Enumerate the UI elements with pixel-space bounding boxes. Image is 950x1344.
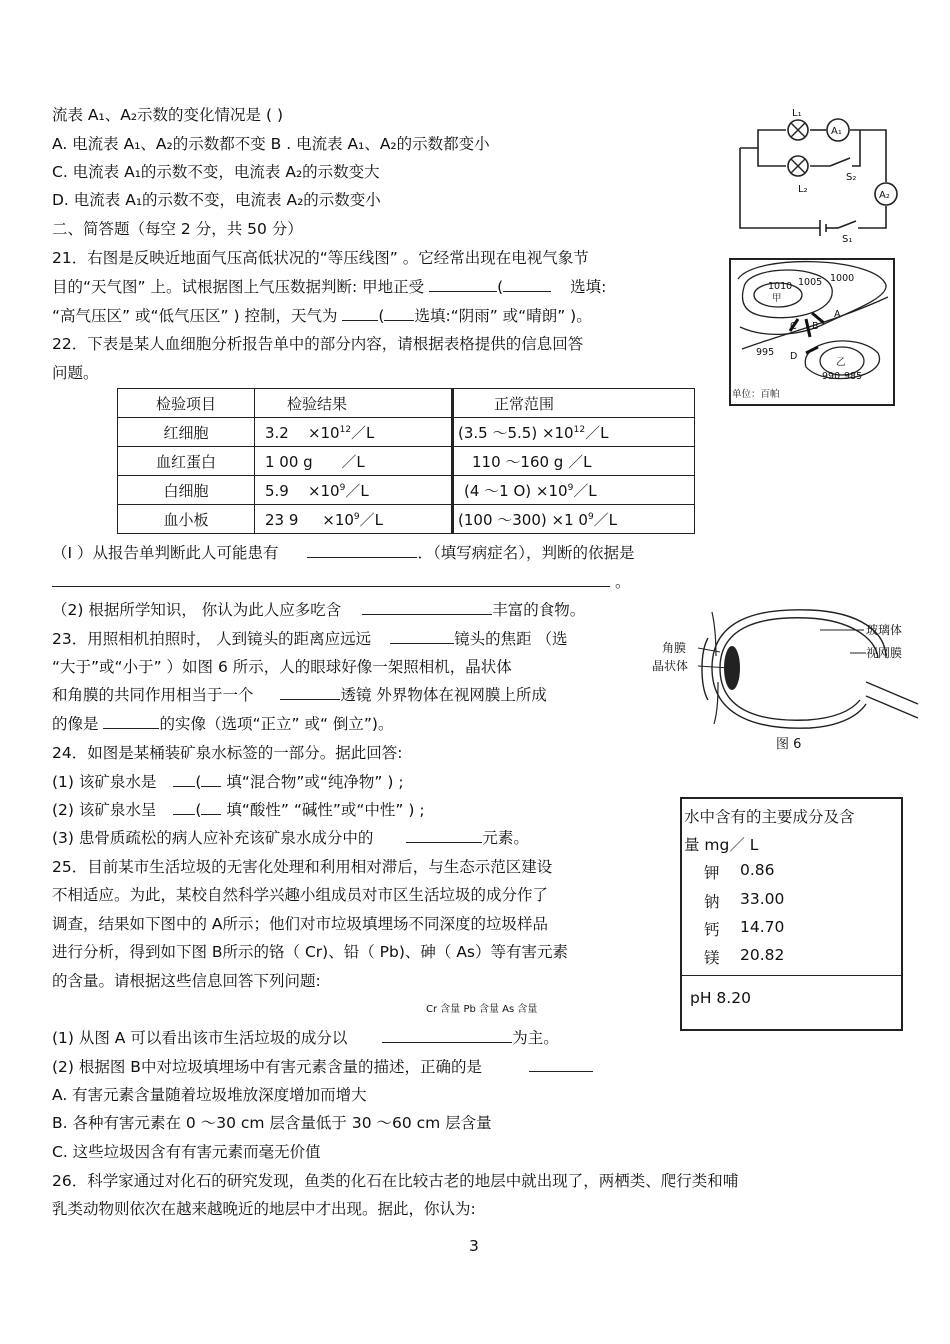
blood-report-table (117, 388, 695, 534)
label-yi: 乙 (836, 357, 846, 368)
result-x: ×10 (307, 423, 340, 442)
table-header: 正常范围 (453, 389, 695, 418)
label-vitreous: 玻璃体 (866, 623, 903, 637)
map-unit: 单位：百帕 (732, 389, 780, 400)
table-cell (453, 418, 695, 447)
q24-blank-3[interactable] (406, 828, 482, 843)
q21-blank-1[interactable] (429, 277, 497, 292)
q23-line4-text: 的像是 (52, 715, 99, 733)
range-num: 110 ～160 g ／L (472, 452, 592, 471)
lamp-l2 (788, 156, 808, 176)
label-995: 995 (756, 347, 775, 358)
result-num: 1 00 g (265, 452, 313, 471)
q22-blank-2[interactable] (52, 572, 610, 587)
result-num: 3.2 (265, 423, 289, 442)
q24-paren-2: ( (195, 801, 202, 819)
table-row (118, 418, 695, 447)
list-item (704, 890, 785, 912)
q23-line2: “大于”或“小于” ）如图 6 所示，人的眼球好像一架照相机，晶状体 (52, 658, 512, 676)
range-exp: 9 (567, 482, 574, 493)
q20-stem: 流表 A₁、A₂示数的变化情况是 ( ) (52, 106, 284, 124)
q26-line2: 乳类动物则依次在越来越晚近的地层中才出现。据此，你认为: (52, 1200, 476, 1218)
q24-sub2-text: (2) 该矿泉水呈 (52, 801, 157, 819)
lamp-l1 (788, 120, 808, 140)
list-item (704, 861, 775, 883)
q25-sub2 (52, 1057, 593, 1077)
q20-option-c: C. 电流表 A₁的示数不变，电流表 A₂的示数变大 (52, 163, 380, 181)
q25-option-c: C. 这些垃圾因含有有害元素而毫无价值 (52, 1143, 321, 1161)
q22-blank-1[interactable] (307, 543, 417, 558)
q24-blank-1b[interactable] (201, 772, 221, 787)
table-cell (453, 447, 695, 476)
q22-line1: 22．下表是某人血细胞分析报告单中的部分内容，请根据表格提供的信息回答 (52, 335, 584, 353)
list-item (704, 918, 785, 940)
label-header-line1: 水中含有的主要成分及含 (684, 808, 855, 826)
q25-line3: 调查，结果如下图中的 A所示；他们对市垃圾填埋场不同深度的垃圾样品 (52, 915, 549, 933)
page-number: 3 (469, 1237, 479, 1255)
label-divider (682, 975, 901, 976)
q21-line3 (52, 306, 592, 326)
table-header: 检验结果 (255, 389, 453, 418)
label-l1: L₁ (792, 108, 802, 119)
q24-blank-2[interactable] (173, 800, 195, 815)
q21-line1: 21．右图是反映近地面气压高低状况的“等压线图” 。它经常出现在电视气象节 (52, 249, 589, 267)
label-s2: S₂ (846, 172, 857, 183)
q25-chart-legend: Cr 含量 Pb 含量 As 含量 (426, 1004, 538, 1015)
q24-sub2-end: 填“酸性” “碱性”或“中性” ) ; (226, 801, 425, 819)
q21-paren: ( (497, 278, 504, 296)
q24-blank-1[interactable] (173, 772, 195, 787)
q23-line3-end: 透镜 外界物体在视网膜上所成 (340, 686, 547, 704)
label-a1: A₁ (831, 126, 842, 137)
q21-blank-2[interactable] (342, 306, 378, 321)
q21-paren-2: ( (378, 307, 385, 325)
q22-period: 。 (614, 573, 631, 591)
q22-sub1-end: ．（填写病症名），判断的依据是 (417, 544, 635, 562)
range-num: (100 ～300) ×1 0 (458, 510, 588, 529)
q22-sub2-text: （2) 根据所学知识， 你认为此人应多吃含 (52, 601, 342, 619)
result-x: ×10 (322, 510, 354, 529)
q21-blank-1b[interactable] (503, 277, 551, 292)
element-name: 钾 (704, 864, 720, 882)
q25-sub1-end: 为主。 (512, 1029, 559, 1047)
q25-sub1 (52, 1028, 559, 1048)
q23-blank-2[interactable] (280, 685, 340, 700)
element-value: 33.00 (740, 890, 785, 908)
table-cell (453, 505, 695, 534)
q21-blank-2b[interactable] (384, 306, 414, 321)
q22-blank-3[interactable] (362, 600, 492, 615)
q25-option-b: B. 各种有害元素在 0 ～30 cm 层含量低于 30 ～60 cm 层含量 (52, 1114, 492, 1132)
q24-sub1-end: 填“混合物”或“纯净物” ) ; (226, 773, 404, 791)
label-990: 990 (822, 371, 841, 382)
element-name: 钠 (704, 893, 720, 911)
label-1010: 1010 (768, 281, 793, 292)
table-cell (255, 476, 453, 505)
q23-blank-1[interactable] (390, 629, 454, 644)
q25-sub1-text: (1) 从图 A 可以看出该市生活垃圾的成分以 (52, 1029, 348, 1047)
result-unit: ／L (341, 452, 365, 471)
range-unit: ／L (573, 481, 597, 500)
q21-choose: 选填: (570, 278, 607, 296)
element-value: 14.70 (740, 918, 785, 936)
label-b: B (812, 321, 819, 332)
element-name: 钙 (704, 921, 720, 939)
q25-line1: 25．目前某市生活垃圾的无害化处理和利用相对滞后，与生态示范区建设 (52, 858, 553, 876)
q21-line3-end: 选填:“阴雨” 或“晴朗” )。 (414, 307, 592, 325)
q22-sub1 (52, 543, 634, 563)
label-1005: 1005 (798, 277, 823, 288)
range-unit: ／L (593, 510, 618, 529)
table-row (118, 505, 695, 534)
result-x: ×10 (307, 481, 340, 500)
range-num: (4 ～1 O) ×10 (464, 481, 568, 500)
isobar-map (726, 257, 898, 407)
range-unit: ／L (585, 423, 609, 442)
table-cell: 白细胞 (118, 476, 255, 505)
label-cornea: 角膜 (662, 641, 687, 655)
result-exp: 9 (339, 482, 346, 493)
q24-paren-1: ( (195, 773, 202, 791)
result-unit: ／L (351, 423, 375, 442)
ph-value: pH 8.20 (690, 989, 751, 1007)
result-exp: 12 (339, 424, 352, 435)
table-header-row (118, 389, 695, 418)
label-l2: L₂ (798, 184, 808, 195)
label-a: A (834, 309, 841, 320)
label-lens: 晶状体 (652, 659, 689, 673)
q23-blank-3[interactable] (103, 714, 159, 729)
label-985: 985 (844, 371, 863, 382)
q24-sub3-text: (3) 患骨质疏松的病人应补充该矿泉水成分中的 (52, 829, 374, 847)
q24-stem: 24．如图是某桶装矿泉水标签的一部分。据此回答: (52, 744, 403, 762)
q24-sub1 (52, 772, 404, 792)
label-header-line2: 量 mg／ L (684, 836, 759, 854)
q24-sub3-end: 元素。 (482, 829, 529, 847)
result-exp: 9 (353, 511, 360, 522)
result-unit: ／L (345, 481, 369, 500)
label-jia: 甲 (772, 293, 782, 304)
q21-line2 (52, 277, 606, 297)
q24-sub3 (52, 828, 529, 848)
table-cell: 红细胞 (118, 418, 255, 447)
element-name: 镁 (704, 949, 720, 967)
section-heading: 二、简答题（每空 2 分，共 50 分） (52, 220, 303, 238)
q22-sub2-end: 丰富的食物。 (492, 601, 586, 619)
label-s1: S₁ (842, 234, 853, 245)
q26-line1: 26．科学家通过对化石的研究发现，鱼类的化石在比较古老的地层中就出现了，两栖类、爬行类和哺 (52, 1172, 739, 1190)
q25-option-a: A. 有害元素含量随着垃圾堆放深度增加而增大 (52, 1086, 367, 1104)
table-row (118, 476, 695, 505)
label-d: D (790, 351, 798, 362)
element-value: 0.86 (740, 861, 775, 879)
label-retina: 视网膜 (866, 646, 903, 660)
element-value: 20.82 (740, 946, 785, 964)
table-cell: 血红蛋白 (118, 447, 255, 476)
q22-sub2 (52, 600, 585, 620)
q25-sub2-text: (2) 根据图 B中对垃圾填埋场中有害元素含量的描述，正确的是 (52, 1058, 482, 1076)
q22-sub1-line2 (52, 572, 630, 592)
list-item (704, 946, 785, 968)
q21-line2-text: 目的“天气图” 上。试根据图上气压数据判断: 甲地正受 (52, 278, 425, 296)
q25-line4: 进行分析，得到如下图 B所示的铬（ Cr)、铅（ Pb)、砷（ As）等有害元素 (52, 943, 568, 961)
q22-sub1-text: （I ）从报告单判断此人可能患有 (52, 544, 279, 562)
q24-sub2 (52, 800, 425, 820)
q22-line2: 问题。 (52, 364, 99, 382)
range-num: (3.5 ～5.5) ×10 (458, 423, 574, 442)
q23-line1 (52, 629, 568, 649)
eye-diagram (650, 608, 920, 753)
q25-line5: 的含量。请根据这些信息回答下列问题: (52, 972, 321, 990)
q23-line3-text: 和角膜的共同作用相当于一个 (52, 686, 254, 704)
table-header: 检验项目 (118, 389, 255, 418)
result-num: 5.9 (265, 481, 289, 500)
label-c: C (790, 321, 797, 332)
q23-line4-end: 的实像（选项“正立” 或“ 倒立”)。 (159, 715, 394, 733)
q20-option-d: D. 电流表 A₁的示数不变，电流表 A₂的示数变小 (52, 191, 381, 209)
q25-blank-2[interactable] (529, 1057, 593, 1072)
label-1000: 1000 (830, 273, 855, 284)
q25-line2: 不相适应。为此，某校自然科学兴趣小组成员对市区生活垃圾的成分作了 (52, 886, 549, 904)
result-unit: ／L (359, 510, 383, 529)
table-row (118, 447, 695, 476)
range-exp: 12 (573, 424, 586, 435)
mineral-water-label (680, 797, 903, 1031)
label-a2: A₂ (879, 190, 890, 201)
table-cell (255, 418, 453, 447)
q23-line3 (52, 685, 547, 705)
q23-line4 (52, 714, 393, 734)
table-cell: 血小板 (118, 505, 255, 534)
figure-caption: 图 6 (776, 737, 802, 752)
q23-line1-text: 23．用照相机拍照时， 人到镜头的距离应远远 (52, 630, 372, 648)
q21-line3-text: “高气压区” 或“低气压区” ) 控制，天气为 (52, 307, 338, 325)
range-exp: 9 (587, 511, 594, 522)
q24-sub1-text: (1) 该矿泉水是 (52, 773, 157, 791)
label-header (684, 803, 894, 859)
circuit-diagram (730, 100, 900, 250)
table-cell (453, 476, 695, 505)
q20-option-a: A. 电流表 A₁、A₂的示数都不变 B . 电流表 A₁、A₂的示数都变小 (52, 135, 490, 153)
q23-line1-end: 镜头的焦距 （选 (454, 630, 568, 648)
table-cell (255, 505, 453, 534)
q25-blank-1[interactable] (382, 1028, 512, 1043)
table-cell (255, 447, 453, 476)
result-num: 23 9 (265, 510, 299, 529)
q24-blank-2b[interactable] (201, 800, 221, 815)
